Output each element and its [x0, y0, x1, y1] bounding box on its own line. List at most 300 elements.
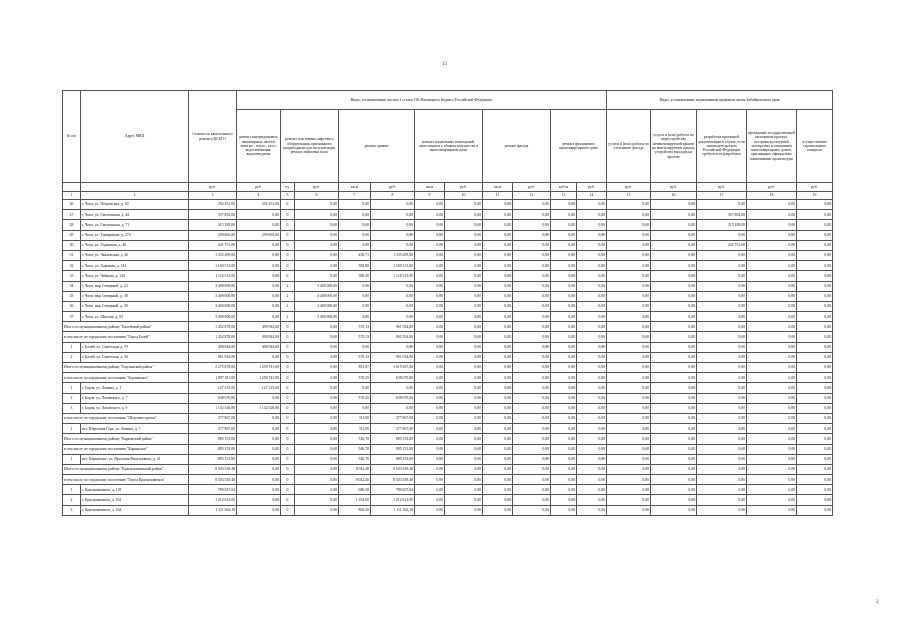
column-number: 16 [651, 192, 697, 200]
value-cell: 570,25 [339, 373, 371, 383]
table-row [63, 403, 833, 413]
value-cell: 0,00 [483, 413, 513, 423]
value-cell: 0,00 [415, 363, 445, 373]
value-cell: 0,00 [747, 271, 797, 281]
value-cell: 0 [281, 485, 295, 495]
value-cell: 0,00 [607, 485, 651, 495]
value-cell: 0,00 [295, 464, 339, 474]
value-cell: 0 [281, 464, 295, 474]
value-cell: 570,13 [339, 332, 371, 342]
value-cell: 0,00 [607, 230, 651, 240]
value-cell: 0,00 [237, 291, 281, 301]
row-number: 3 [63, 403, 81, 413]
value-cell: 1 312 613,00 [371, 495, 415, 505]
value-cell: 8 503 539,48 [189, 464, 237, 474]
value-cell: 0,00 [483, 434, 513, 444]
value-cell: 0,00 [237, 485, 281, 495]
unit-cell: руб. [747, 183, 797, 192]
value-cell: 2 [281, 281, 295, 291]
value-cell: 0,00 [339, 200, 371, 210]
value-cell: 789 657,04 [371, 485, 415, 495]
value-cell: 0,00 [577, 454, 607, 464]
value-cell: 0,00 [607, 413, 651, 423]
value-cell: 0 [281, 434, 295, 444]
value-cell: 8 042,40 [339, 464, 371, 474]
value-cell: 0,00 [577, 250, 607, 260]
value-cell: 0,00 [697, 373, 747, 383]
value-cell: 0,00 [551, 342, 577, 352]
value-cell: 357 892,00 [697, 210, 747, 220]
value-cell: 0,00 [445, 413, 483, 423]
value-cell: 315 189,00 [189, 220, 237, 230]
value-cell: 0,00 [551, 464, 577, 474]
value-cell: 0,00 [747, 220, 797, 230]
value-cell: 0,00 [551, 444, 577, 454]
value-cell: 0,00 [747, 332, 797, 342]
value-cell: 0,00 [513, 230, 551, 240]
value-cell: 0,00 [697, 281, 747, 291]
value-cell: 0,00 [651, 485, 697, 495]
value-cell: 3 400 000,00 [189, 291, 237, 301]
value-cell: 0,00 [747, 373, 797, 383]
value-cell: 0,00 [697, 301, 747, 311]
subtotal-row [63, 444, 833, 454]
value-cell: 241 751,00 [697, 240, 747, 250]
column-number: 3 [189, 192, 237, 200]
table-row [63, 393, 833, 403]
value-cell: 0,00 [577, 220, 607, 230]
table-row [63, 505, 833, 515]
value-cell: 0,00 [607, 210, 651, 220]
value-cell: 2 [281, 301, 295, 311]
row-number: 37 [63, 312, 81, 322]
value-cell: 0,00 [797, 250, 833, 260]
value-cell: 0,00 [483, 383, 513, 393]
value-cell: 0,00 [651, 322, 697, 332]
value-cell: 490 944,00 [237, 322, 281, 332]
unit-cell: руб. [237, 183, 281, 192]
value-cell: 0,00 [445, 332, 483, 342]
unit-cell: руб. [577, 183, 607, 192]
header-col: услуги и (или) работы по утеплению фасада [607, 110, 651, 183]
value-cell: 0,00 [697, 200, 747, 210]
value-cell: 0,00 [551, 383, 577, 393]
value-cell: 0,00 [415, 403, 445, 413]
table-row [63, 281, 833, 291]
value-cell: 0,00 [577, 312, 607, 322]
value-cell: 8 042,40 [339, 475, 371, 485]
value-cell: 0,00 [551, 373, 577, 383]
value-cell: 0,00 [415, 220, 445, 230]
value-cell: 0,00 [295, 434, 339, 444]
value-cell: 0,00 [415, 281, 445, 291]
address-cell: г. Чита, ул. Тимирязева, д. 27б [81, 230, 189, 240]
value-cell: 0,00 [797, 220, 833, 230]
value-cell: 2 275 678,00 [189, 363, 237, 373]
unit-cell: руб. [651, 183, 697, 192]
value-cell: 0,00 [371, 281, 415, 291]
value-cell: 1 132 526,00 [237, 403, 281, 413]
column-number: 17 [697, 192, 747, 200]
value-cell: 0,00 [295, 403, 339, 413]
value-cell: 0,00 [483, 342, 513, 352]
address-cell: г. Чита, ул. Смоленская, д. 71 [81, 220, 189, 230]
value-cell: 0,00 [237, 352, 281, 362]
value-cell: 0,00 [483, 485, 513, 495]
value-cell: 0,00 [697, 495, 747, 505]
value-cell: 0,00 [483, 230, 513, 240]
row-number: 30 [63, 240, 81, 250]
value-cell: 0 [281, 261, 295, 271]
value-cell: 0,00 [577, 352, 607, 362]
value-cell: 0,00 [747, 352, 797, 362]
value-cell: 0,00 [237, 424, 281, 434]
value-cell: 0,00 [445, 495, 483, 505]
value-cell: 0,00 [295, 322, 339, 332]
value-cell: 0,00 [577, 383, 607, 393]
value-cell: 0,00 [577, 271, 607, 281]
column-number: 1 [63, 192, 81, 200]
value-cell: 0,00 [607, 495, 651, 505]
column-number: 10 [445, 192, 483, 200]
table-row [63, 230, 833, 240]
value-cell: 0,00 [651, 454, 697, 464]
value-cell: 1 897 811,00 [189, 373, 237, 383]
value-cell: 0,00 [415, 240, 445, 250]
value-cell: 0 [281, 505, 295, 515]
value-cell: 0,00 [445, 220, 483, 230]
value-cell: 0,00 [577, 485, 607, 495]
value-cell: 0,00 [651, 342, 697, 352]
value-cell: 0,00 [513, 342, 551, 352]
value-cell: 0,00 [295, 363, 339, 373]
value-cell: 0,00 [747, 230, 797, 240]
value-cell: 1 335 209,00 [189, 250, 237, 260]
value-cell: 8 503 539,48 [189, 475, 237, 485]
value-cell: 0,00 [483, 301, 513, 311]
value-cell: 638 070,00 [189, 393, 237, 403]
value-cell: 0,00 [483, 240, 513, 250]
value-cell: 0,00 [295, 342, 339, 352]
value-cell: 0,00 [797, 363, 833, 373]
value-cell: 3 400 000,00 [189, 312, 237, 322]
subtotal-row [63, 464, 833, 474]
row-number: 1 [63, 383, 81, 393]
value-cell: 0,00 [797, 281, 833, 291]
value-cell: 0,00 [237, 240, 281, 250]
value-cell: 0,00 [551, 261, 577, 271]
value-cell: 0,00 [607, 281, 651, 291]
value-cell: 0,00 [445, 322, 483, 332]
address-cell: г. Чита, ул. Чайкова, д. 145 [81, 271, 189, 281]
value-cell: 0,00 [415, 485, 445, 495]
subtotal-row [63, 332, 833, 342]
value-cell: 1 111 362,18 [371, 505, 415, 515]
unit-cell: ед. [281, 183, 295, 192]
value-cell: 0,00 [513, 210, 551, 220]
value-cell: 0,00 [483, 495, 513, 505]
value-cell: 0,00 [551, 301, 577, 311]
value-cell: 0,00 [339, 230, 371, 240]
value-cell: 0,00 [237, 281, 281, 291]
value-cell: 0,00 [415, 230, 445, 240]
value-cell: 0,00 [415, 393, 445, 403]
value-cell: 0,00 [551, 352, 577, 362]
address-cell: г. Борзя, ул. Лазовского, д. 9 [81, 403, 189, 413]
value-cell: 315 189,00 [697, 220, 747, 230]
value-cell: 0,00 [237, 301, 281, 311]
value-cell: 0,00 [295, 424, 339, 434]
value-cell: 0,00 [513, 505, 551, 515]
value-cell: 0,00 [797, 342, 833, 352]
column-number: 18 [747, 192, 797, 200]
value-cell: 0,00 [651, 312, 697, 322]
value-cell: 0 [281, 363, 295, 373]
table-row [63, 291, 833, 301]
value-cell: 0,00 [339, 301, 371, 311]
value-cell: 0,00 [237, 220, 281, 230]
header-address: Адрес МКД [81, 91, 189, 183]
subtotal-label: Итого по муниципальному району "Балейский район" [63, 322, 189, 332]
value-cell: 0,00 [607, 383, 651, 393]
value-cell: 0,00 [797, 475, 833, 485]
value-cell: 0,00 [513, 434, 551, 444]
value-cell: 0,00 [513, 413, 551, 423]
value-cell: 0,00 [513, 383, 551, 393]
value-cell: 0,00 [513, 332, 551, 342]
value-cell: 0,00 [415, 322, 445, 332]
value-cell: 0,00 [747, 301, 797, 311]
value-cell: 0,00 [551, 403, 577, 413]
value-cell: 0,00 [577, 322, 607, 332]
value-cell: 0,00 [797, 261, 833, 271]
value-cell: 0,00 [697, 261, 747, 271]
value-cell: 961 934,00 [371, 322, 415, 332]
value-cell: 0,00 [483, 271, 513, 281]
subtotal-row [63, 322, 833, 332]
unit-cell: руб. [797, 183, 833, 192]
value-cell: 0,00 [339, 312, 371, 322]
value-cell: 0,00 [651, 261, 697, 271]
value-cell: 0,00 [483, 403, 513, 413]
value-cell: 0,00 [607, 200, 651, 210]
value-cell: 0,00 [651, 250, 697, 260]
value-cell: 0,00 [445, 312, 483, 322]
value-cell: 1 335 209,00 [371, 250, 415, 260]
value-cell: 0,00 [651, 495, 697, 505]
value-cell: 0,00 [371, 240, 415, 250]
value-cell: 0,00 [747, 250, 797, 260]
value-cell: 0,00 [607, 403, 651, 413]
value-cell: 0,00 [513, 322, 551, 332]
table-row [63, 383, 833, 393]
value-cell: 0,00 [513, 261, 551, 271]
value-cell: 292 251,00 [237, 200, 281, 210]
value-cell: 0,00 [551, 475, 577, 485]
value-cell: 0,00 [483, 322, 513, 332]
value-cell: 0,00 [513, 200, 551, 210]
value-cell: 0,00 [295, 444, 339, 454]
value-cell: 0 [281, 413, 295, 423]
subtotal-label: Итого по муниципальному району "Карымский район" [63, 434, 189, 444]
value-cell: 0 [281, 444, 295, 454]
value-cell: 0,00 [483, 281, 513, 291]
value-cell: 0,00 [237, 393, 281, 403]
value-cell: 0,00 [513, 250, 551, 260]
value-cell: 0,00 [607, 434, 651, 444]
column-number: 11 [483, 192, 513, 200]
value-cell: 0,00 [697, 312, 747, 322]
value-cell: 546,70 [339, 434, 371, 444]
value-cell: 0,00 [445, 301, 483, 311]
value-cell: 0,00 [483, 464, 513, 474]
value-cell: 0,00 [295, 332, 339, 342]
value-cell: 583,80 [339, 261, 371, 271]
value-cell: 0,00 [415, 352, 445, 362]
address-cell: г. Балей, ул. Советская, д. 56 [81, 352, 189, 362]
value-cell: 0,00 [697, 332, 747, 342]
value-cell: 881,87 [339, 363, 371, 373]
row-number: 2 [63, 393, 81, 403]
header-group-a: Виды, установленные частью 1 статьи 166 Жилищного Кодекса Российской Федерации [237, 91, 607, 110]
value-cell: 0,00 [483, 210, 513, 220]
value-cell: 0 [281, 250, 295, 260]
row-number: 1 [63, 424, 81, 434]
value-cell: 0,00 [295, 413, 339, 423]
value-cell: 0,00 [577, 342, 607, 352]
value-cell: 0,00 [415, 200, 445, 210]
subtotal-label: в том числе по городскому поселению "Город Краснокаменск" [63, 475, 189, 485]
table-row [63, 200, 833, 210]
value-cell: 0,00 [295, 261, 339, 271]
value-cell: 490 944,00 [237, 342, 281, 352]
row-number: 33 [63, 271, 81, 281]
header-group-b: Виды, установленные нормативным правовым актом Забайкальского края [607, 91, 833, 110]
value-cell: 0,00 [339, 403, 371, 413]
value-cell: 546,70 [339, 444, 371, 454]
value-cell: 885 153,00 [189, 434, 237, 444]
value-cell: 0,00 [651, 505, 697, 515]
unit-cell-empty [81, 183, 189, 192]
value-cell: 0,00 [445, 393, 483, 403]
value-cell: 377 867,00 [189, 413, 237, 423]
value-cell: 0,00 [747, 363, 797, 373]
value-cell: 0,00 [415, 413, 445, 423]
value-cell: 0,00 [551, 495, 577, 505]
value-cell: 0,00 [747, 505, 797, 515]
value-cell: 0,00 [483, 312, 513, 322]
address-cell: г. Чита, ул. Чкаловская, д. 40 [81, 250, 189, 260]
value-cell: 0,00 [415, 261, 445, 271]
unit-cell: кв.м [483, 183, 513, 192]
header-col: осуществление строительного контроля [797, 110, 833, 183]
value-cell: 0,00 [415, 250, 445, 260]
value-cell: 0,00 [651, 434, 697, 444]
value-cell: 0,00 [445, 403, 483, 413]
value-cell: 0,00 [445, 464, 483, 474]
table-row [63, 312, 833, 322]
header-col: ремонт фундамента многоквартирного дома [551, 110, 607, 183]
value-cell: 0,00 [651, 464, 697, 474]
value-cell: 0,00 [483, 424, 513, 434]
header-col: ремонт подвальных помещений, относящихся к общему имуществу в многоквартирном доме [415, 110, 483, 183]
value-cell: 0,00 [697, 322, 747, 332]
value-cell: 865,50 [339, 505, 371, 515]
value-cell: 0,00 [577, 210, 607, 220]
value-cell: 0,00 [295, 454, 339, 464]
value-cell: 0,00 [551, 322, 577, 332]
value-cell: 0,00 [551, 505, 577, 515]
value-cell: 686,50 [339, 485, 371, 495]
value-cell: 0,00 [483, 505, 513, 515]
unit-cell: кв.м [415, 183, 445, 192]
value-cell: 0 [281, 332, 295, 342]
value-cell: 0,00 [551, 454, 577, 464]
value-cell: 0,00 [483, 373, 513, 383]
subtotal-row [63, 413, 833, 423]
value-cell: 0,00 [237, 464, 281, 474]
value-cell: 490 944,00 [237, 332, 281, 342]
value-cell: 0 [281, 230, 295, 240]
value-cell: 0,00 [415, 332, 445, 342]
value-cell: 0,00 [747, 464, 797, 474]
value-cell: 290 665,00 [237, 230, 281, 240]
value-cell: 0,00 [237, 413, 281, 423]
value-cell: 1 163,00 [339, 495, 371, 505]
value-cell: 0,00 [651, 424, 697, 434]
value-cell: 0,00 [577, 444, 607, 454]
value-cell: 0,00 [797, 434, 833, 444]
row-number: 29 [63, 230, 81, 240]
value-cell: 0 [281, 220, 295, 230]
value-cell: 0,00 [483, 352, 513, 362]
value-cell: 0,00 [295, 220, 339, 230]
value-cell: 0,00 [339, 210, 371, 220]
row-number: 35 [63, 291, 81, 301]
value-cell: 0,00 [651, 220, 697, 230]
value-cell: 0,00 [445, 342, 483, 352]
address-cell: г. Чита, ул. Шилова, д. 93 [81, 312, 189, 322]
value-cell: 0 [281, 475, 295, 485]
value-cell: 0,00 [295, 210, 339, 220]
value-cell: 0,00 [797, 495, 833, 505]
value-cell: 0 [281, 271, 295, 281]
value-cell: 0,00 [295, 373, 339, 383]
value-cell: 0,00 [607, 312, 651, 322]
row-number: 32 [63, 261, 81, 271]
value-cell: 8 503 539,48 [371, 464, 415, 474]
unit-cell: руб. [445, 183, 483, 192]
value-cell: 0,00 [483, 220, 513, 230]
value-cell: 1 259 741,00 [237, 373, 281, 383]
value-cell: 0,00 [607, 352, 651, 362]
value-cell: 0,00 [445, 352, 483, 362]
value-cell: 0,00 [607, 301, 651, 311]
value-cell: 0 [281, 373, 295, 383]
value-cell: 377 867,00 [371, 413, 415, 423]
value-cell: 570,13 [339, 352, 371, 362]
value-cell: 3 400 000,00 [189, 301, 237, 311]
row-number: 27 [63, 210, 81, 220]
value-cell: 0,00 [651, 210, 697, 220]
value-cell: 0,00 [371, 200, 415, 210]
value-cell: 0,00 [577, 261, 607, 271]
value-cell: 0,00 [747, 393, 797, 403]
value-cell: 0,00 [371, 312, 415, 322]
value-cell: 0,00 [747, 444, 797, 454]
value-cell: 0,00 [577, 230, 607, 240]
value-cell: 0,00 [445, 271, 483, 281]
